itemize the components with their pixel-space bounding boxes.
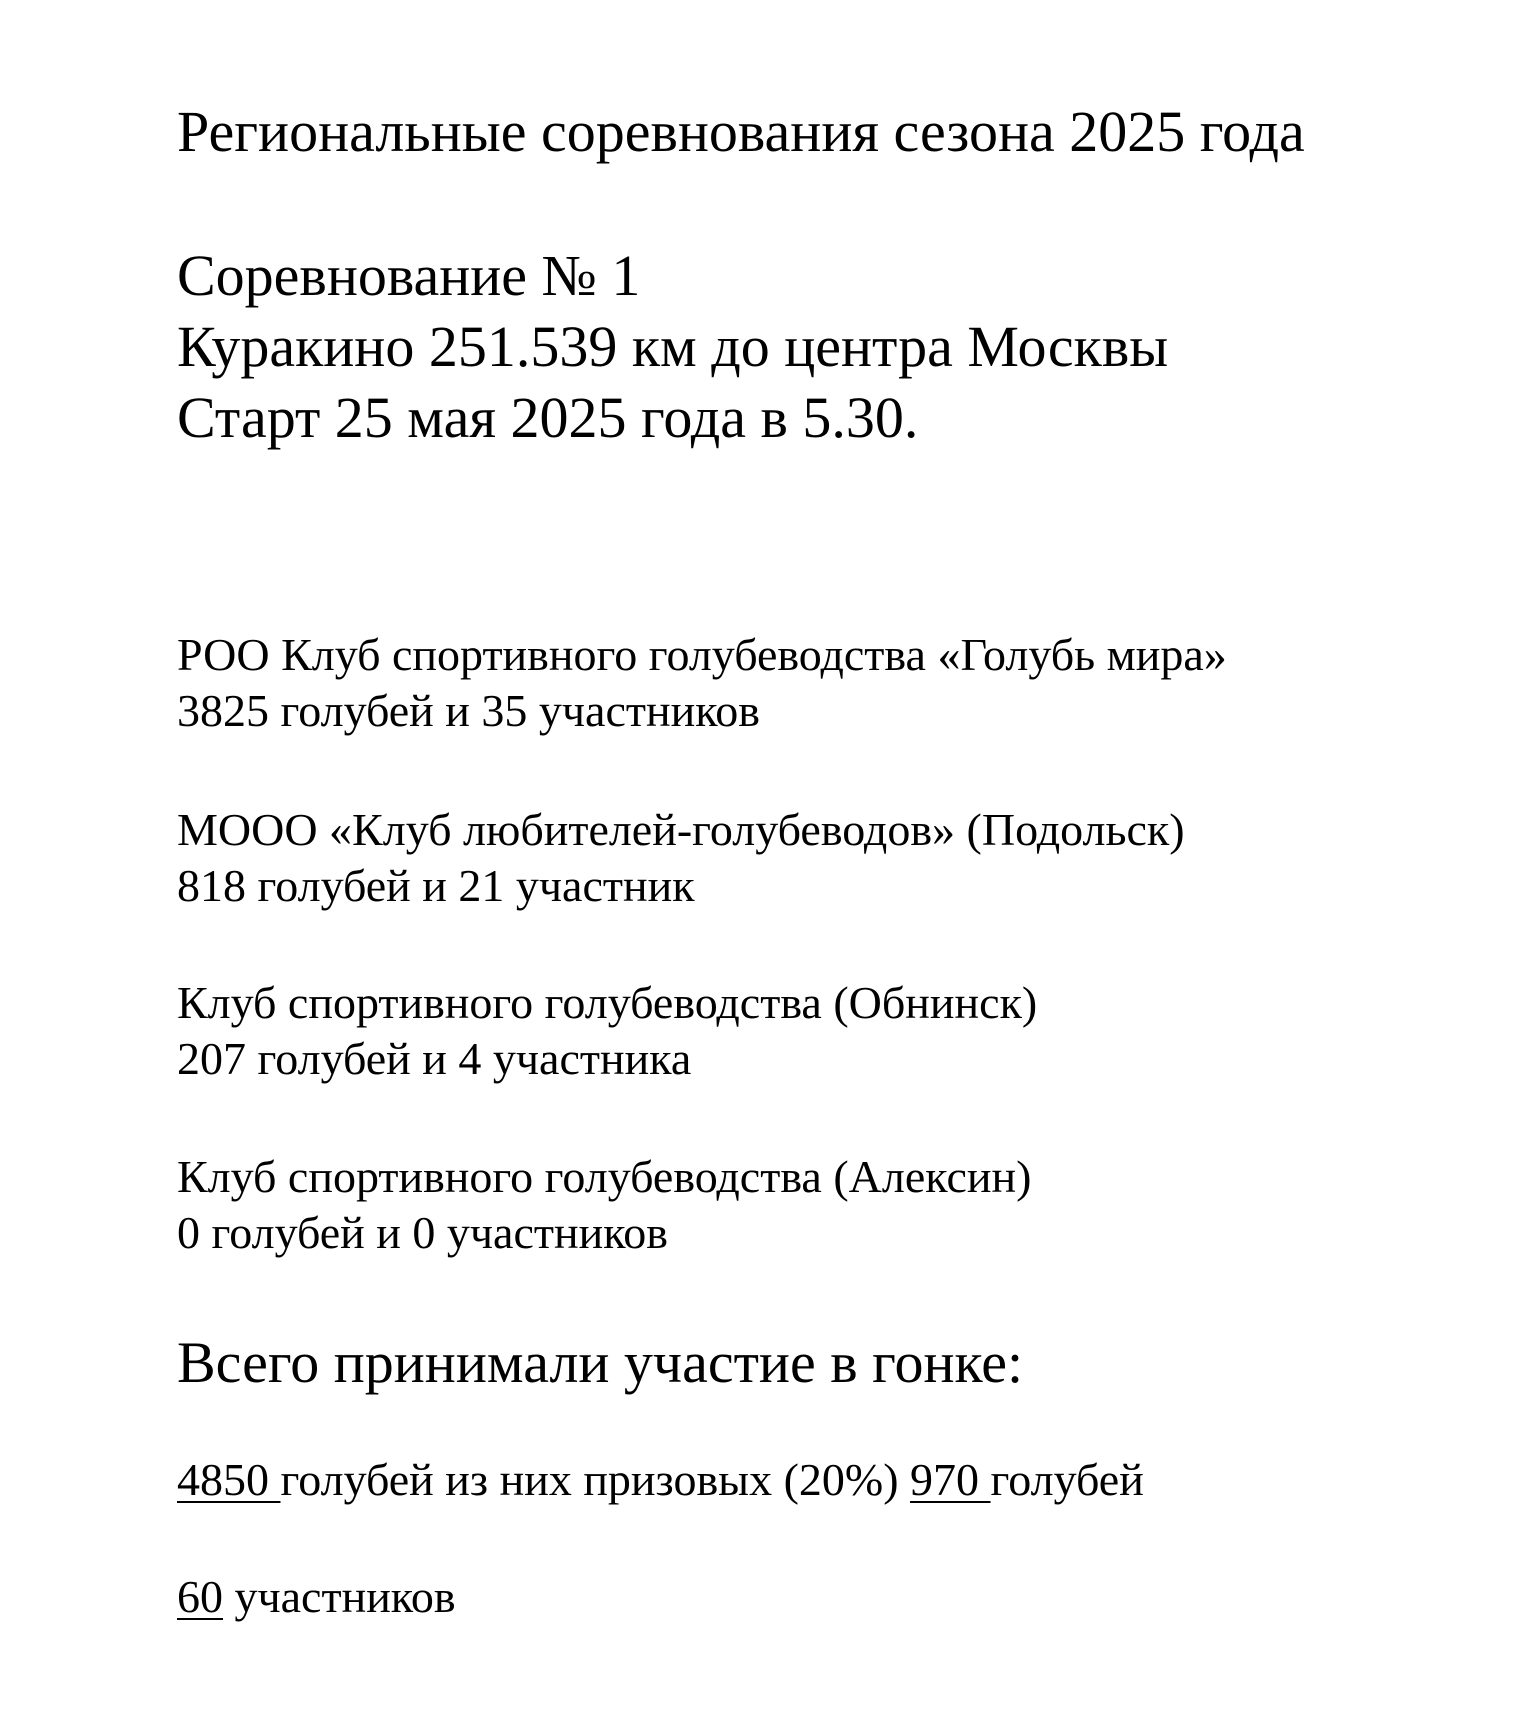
competition-start: Старт 25 мая 2025 года в 5.30. [177, 385, 919, 450]
totals-participants-line [177, 1571, 456, 1622]
prize-text: голубей [990, 1454, 1144, 1505]
totals-heading: Всего принимали участие в гонке: [177, 1330, 1024, 1395]
club-name: Клуб спортивного голубеводства (Алексин) [177, 1151, 1032, 1202]
competition-location: Куракино 251.539 км до центра Москвы [177, 314, 1169, 379]
totals-pigeons-line [177, 1454, 1144, 1505]
participants-text: участников [223, 1571, 456, 1622]
club-name: МООО «Клуб любителей-голубеводов» (Подольск) [177, 804, 1185, 855]
club-stats: 0 голубей и 0 участников [177, 1207, 668, 1258]
club-stats: 3825 голубей и 35 участников [177, 685, 760, 736]
pigeons-text: голубей из них призовых (20%) [280, 1454, 911, 1505]
prize-total: 970 [910, 1454, 991, 1505]
participants-total: 60 [177, 1571, 223, 1622]
club-stats: 818 голубей и 21 участник [177, 860, 695, 911]
club-stats: 207 голубей и 4 участника [177, 1033, 692, 1084]
pigeons-total: 4850 [177, 1454, 281, 1505]
club-name: РОО Клуб спортивного голубеводства «Голубь мира» [177, 629, 1227, 680]
competition-number: Соревнование № 1 [177, 243, 641, 308]
club-name: Клуб спортивного голубеводства (Обнинск) [177, 977, 1038, 1028]
season-title: Региональные соревнования сезона 2025 года [177, 99, 1305, 164]
